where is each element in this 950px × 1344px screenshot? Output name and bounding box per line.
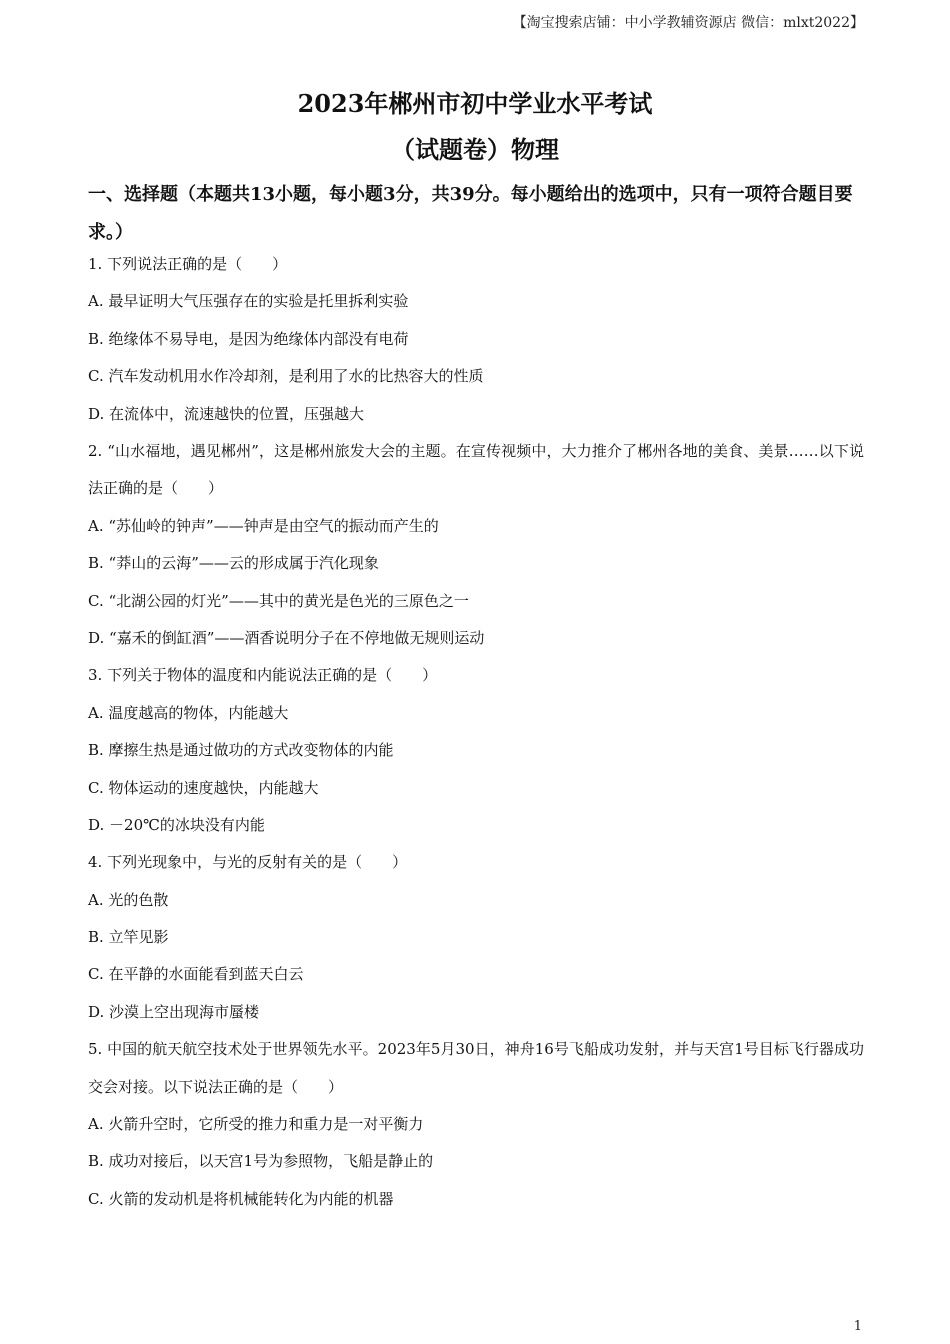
question-1-option-c: C. 汽车发动机用水作冷却剂，是利用了水的比热容大的性质 (88, 367, 484, 386)
question-2-option-d: D. “嘉禾的倒缸酒”——酒香说明分子在不停地做无规则运动 (88, 628, 485, 647)
question-2-option-b: B. “莽山的云海”——云的形成属于汽化现象 (88, 554, 379, 573)
question-stem-5: 5. 中国的航天航空技术处于世界领先水平。2023年5月30日，神舟16号飞船成功发射，并与天宫1号目标飞行器成功交会对接。以下说法正确的是（ ） (88, 1040, 864, 1096)
question-3-option-a: A. 温度越高的物体，内能越大 (88, 703, 289, 722)
question-stem-1: 1. 下列说法正确的是（ ） (88, 255, 288, 273)
question-1-option-b: B. 绝缘体不易导电，是因为绝缘体内部没有电荷 (88, 329, 409, 348)
page-number: 1 (853, 1319, 862, 1334)
question-5-option-c: C. 火箭的发动机是将机械能转化为内能的机器 (88, 1189, 394, 1208)
question-5-option-a: A. 火箭升空时，它所受的推力和重力是一对平衡力 (88, 1115, 424, 1134)
question-1-option-d: D. 在流体中，流速越快的位置，压强越大 (88, 404, 365, 423)
question-4-option-c: C. 在平静的水面能看到蓝天白云 (88, 965, 304, 984)
question-1-option-a: A. 最早证明大气压强存在的实验是托里拆利实验 (88, 292, 409, 311)
question-3-option-c: C. 物体运动的速度越快，内能越大 (88, 778, 319, 797)
question-5-option-b: B. 成功对接后，以天宫1号为参照物，飞船是静止的 (88, 1152, 434, 1171)
question-4-option-d: D. 沙漠上空出现海市蜃楼 (88, 1002, 260, 1021)
question-4-option-b: B. 立竿见影 (88, 928, 169, 947)
question-stem-3: 3. 下列关于物体的温度和内能说法正确的是（ ） (88, 666, 438, 685)
exam-title: 2023年郴州市初中学业水平考试 (297, 89, 653, 118)
exam-subtitle: （试题卷）物理 (391, 135, 559, 164)
header-note: 【淘宝搜索店铺：中小学教辅资源店 微信：mlxt2022】 (512, 15, 864, 31)
question-2-option-c: C. “北湖公园的灯光”——其中的黄光是色光的三原色之一 (88, 591, 469, 610)
question-stem-2: 2. “山水福地，遇见郴州”，这是郴州旅发大会的主题。在宣传视频中，大力推介了郴州各地的美食、美景……以下说法正确的是（ ） (88, 441, 864, 498)
question-4-option-a: A. 光的色散 (88, 890, 169, 909)
question-3-option-d: D. －20℃的冰块没有内能 (88, 815, 265, 834)
section-heading: 一、选择题（本题共13小题，每小题3分，共39分。每小题给出的选项中，只有一项符合题目要求。） (88, 184, 853, 243)
question-stem-4: 4. 下列光现象中，与光的反射有关的是（ ） (88, 853, 408, 872)
question-3-option-b: B. 摩擦生热是通过做功的方式改变物体的内能 (88, 741, 394, 760)
question-2-option-a: A. “苏仙岭的钟声”——钟声是由空气的振动而产生的 (88, 516, 439, 535)
question-list (88, 246, 864, 1218)
